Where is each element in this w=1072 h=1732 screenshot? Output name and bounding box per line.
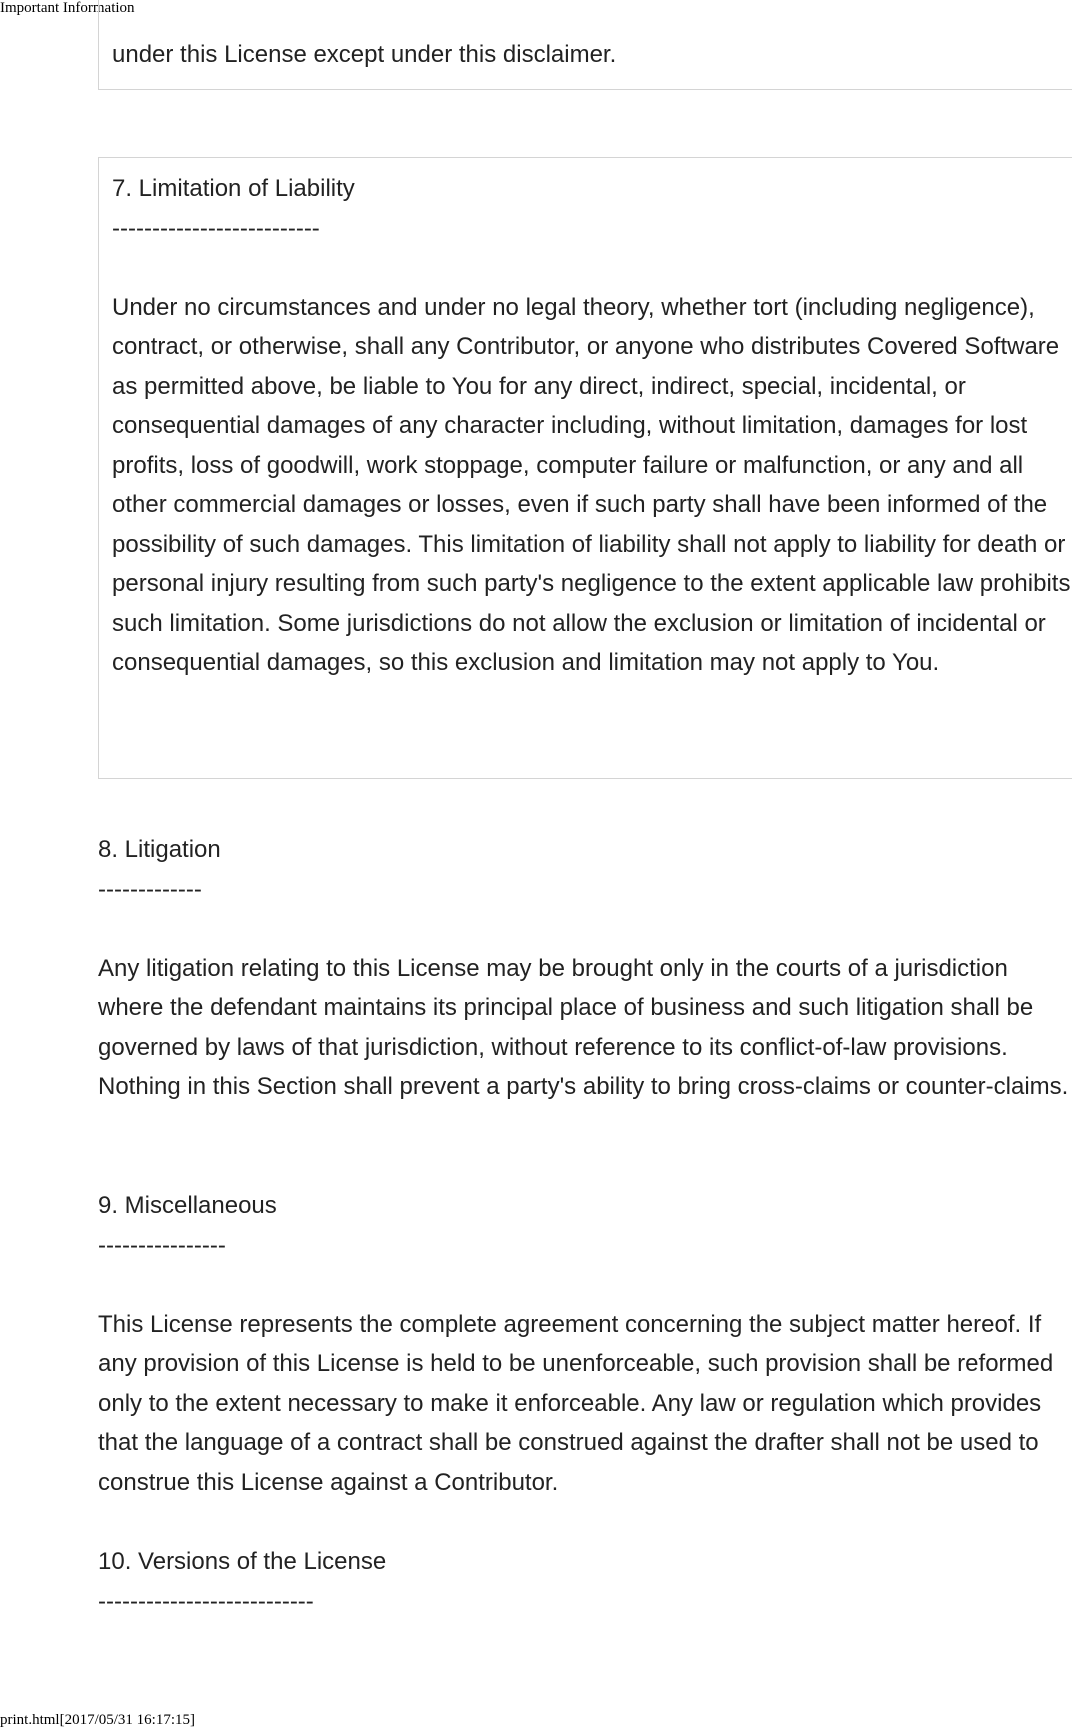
section-9-title: 9. Miscellaneous [98, 1192, 277, 1219]
section-8-rule: ------------- [98, 875, 202, 903]
section-8-body: Any litigation relating to this License may be brought only in the courts of a jurisdiction where the defendant maintains its principal place of business and such litigation shall be governed by laws of that jurisdiction, without reference to its conflict-of-law provisions. Nothing in this Section shall prevent a party's ability to bring cross-claims or counter-claims. [98, 954, 1069, 1100]
print-footer-source: print.html[2017/05/31 16:17:15] [0, 1712, 195, 1728]
section-7-rule: -------------------------- [112, 214, 320, 242]
section-8-spacer [98, 909, 1072, 949]
section-9-rule: ---------------- [98, 1231, 226, 1259]
section-10 [98, 1542, 1072, 1621]
section-9-spacer [98, 1265, 1072, 1305]
disclaimer-tail-text: under this License except under this disclaimer. [112, 41, 617, 68]
disclaimer-box-continuation [98, 0, 1072, 90]
section-10-rule: --------------------------- [98, 1587, 314, 1615]
section-10-title: 10. Versions of the License [98, 1548, 387, 1575]
section-8 [98, 830, 1072, 1107]
section-7-body: Under no circumstances and under no legal theory, whether tort (including negligence), contract, or otherwise, shall any Contributor, or anyone who distributes Covered Software as permitted above, be liable to You for any direct, indirect, special, incidental, or consequential damages of any character including, without limitation, damages for lost profits, loss of goodwill, work stoppage, computer failure or malfunction, or any and all other commercial damages or losses, even if such party shall have been informed of the possibility of such damages. This limitation of liability shall not apply to liability for death or personal injury resulting from such party's negligence to the extent applicable law prohibits such limitation. Some jurisdictions do not allow the exclusion or limitation of incidental or consequential damages, so this exclusion and limitation may not apply to You. [112, 293, 1071, 676]
section-7-box [98, 157, 1072, 779]
section-9 [98, 1186, 1072, 1502]
section-7-spacer [112, 248, 1072, 288]
section-7-title: 7. Limitation of Liability [112, 175, 355, 202]
section-9-body: This License represents the complete agreement concerning the subject matter hereof. If any provision of this License is held to be unenforceable, such provision shall be reformed only to the extent necessary to make it enforceable. Any law or regulation which provides that the language of a contract shall be construed against the drafter shall not be used to construe this License against a Contributor. [98, 1310, 1054, 1496]
print-header-title: Important Information [0, 0, 135, 16]
section-8-title: 8. Litigation [98, 836, 221, 863]
